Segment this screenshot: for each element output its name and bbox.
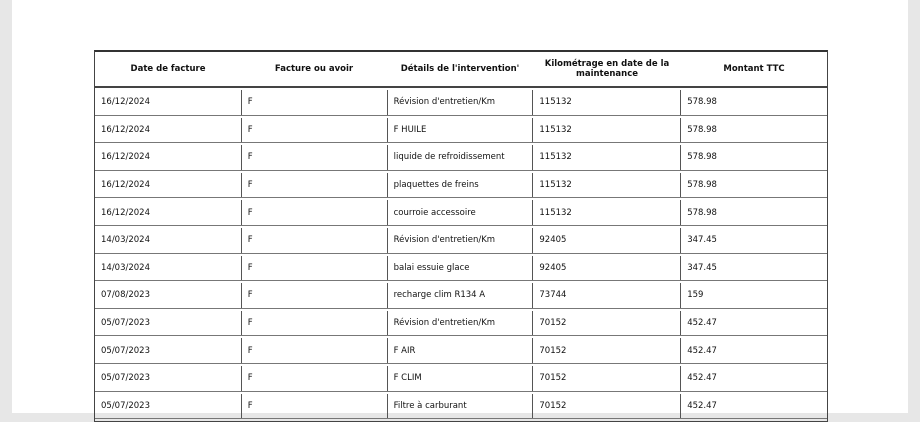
cell-mileage: 73744 xyxy=(533,283,681,308)
cell-details: plaquettes de freins xyxy=(388,173,534,198)
table-row xyxy=(95,173,827,199)
table-header xyxy=(95,52,827,88)
cell-type: F xyxy=(242,118,388,143)
cell-type: F xyxy=(242,283,388,308)
table-row xyxy=(95,256,827,282)
cell-mileage: 70152 xyxy=(533,366,681,391)
cell-details: Filtre à carburant xyxy=(388,394,534,419)
cell-details: F AIR xyxy=(388,338,534,363)
cell-details: liquide de refroidissement xyxy=(388,145,534,170)
cell-type: F xyxy=(242,338,388,363)
cell-details: recharge clim R134 A xyxy=(388,283,534,308)
cell-amount: 578.98 xyxy=(687,97,717,108)
header-amount: Montant TTC xyxy=(723,64,785,74)
cell-amount: 347.45 xyxy=(687,262,717,273)
table-row xyxy=(95,366,827,392)
cell-amount: 578.98 xyxy=(687,124,717,135)
cell-date: 16/12/2024 xyxy=(95,118,242,143)
cell-mileage: 92405 xyxy=(533,256,681,281)
table-body xyxy=(95,90,827,419)
cell-details: Révision d'entretien/Km xyxy=(388,228,534,253)
cell-mileage: 115132 xyxy=(533,90,681,115)
cell-date: 16/12/2024 xyxy=(95,145,242,170)
cell-mileage: 70152 xyxy=(533,338,681,363)
cell-amount: 347.45 xyxy=(687,235,717,246)
cell-type: F xyxy=(242,394,388,419)
cell-amount: 578.98 xyxy=(687,152,717,163)
header-type: Facture ou avoir xyxy=(274,64,354,74)
table-row xyxy=(95,118,827,144)
cell-date: 16/12/2024 xyxy=(95,90,242,115)
cell-mileage: 115132 xyxy=(533,200,681,225)
table-row xyxy=(95,228,827,254)
table-row xyxy=(95,338,827,364)
cell-details: Révision d'entretien/Km xyxy=(388,311,534,336)
cell-mileage: 70152 xyxy=(533,394,681,419)
header-date: Date de facture xyxy=(130,64,206,74)
cell-date: 05/07/2023 xyxy=(95,366,242,391)
cell-type: F xyxy=(242,145,388,170)
cell-date: 14/03/2024 xyxy=(95,256,242,281)
cell-type: F xyxy=(242,228,388,253)
cell-mileage: 70152 xyxy=(533,311,681,336)
cell-type: F xyxy=(242,200,388,225)
table-row xyxy=(95,90,827,116)
cell-details: F CLIM xyxy=(388,366,534,391)
cell-mileage: 92405 xyxy=(533,228,681,253)
cell-details: balai essuie glace xyxy=(388,256,534,281)
cell-type: F xyxy=(242,256,388,281)
cell-amount: 452.47 xyxy=(687,345,717,356)
cell-type: F xyxy=(242,366,388,391)
header-mileage: Kilométrage en date de la maintenance xyxy=(544,59,670,79)
cell-amount: 159 xyxy=(687,290,704,301)
cell-date: 05/07/2023 xyxy=(95,394,242,419)
table-row xyxy=(95,145,827,171)
cell-amount: 452.47 xyxy=(687,318,717,329)
cell-details: F HUILE xyxy=(388,118,534,143)
cell-mileage: 115132 xyxy=(533,118,681,143)
cell-amount: 578.98 xyxy=(687,207,717,218)
cell-amount: 452.47 xyxy=(687,400,717,411)
cell-type: F xyxy=(242,173,388,198)
table-row xyxy=(95,283,827,309)
cell-date: 05/07/2023 xyxy=(95,311,242,336)
cell-date: 05/07/2023 xyxy=(95,338,242,363)
maintenance-table xyxy=(94,50,828,422)
header-details: Détails de l'intervention' xyxy=(400,64,520,74)
cell-date: 16/12/2024 xyxy=(95,200,242,225)
cell-amount: 452.47 xyxy=(687,373,717,384)
cell-details: courroie accessoire xyxy=(388,200,534,225)
table-row xyxy=(95,200,827,226)
cell-date: 07/08/2023 xyxy=(95,283,242,308)
cell-mileage: 115132 xyxy=(533,173,681,198)
cell-amount: 578.98 xyxy=(687,180,717,191)
cell-date: 14/03/2024 xyxy=(95,228,242,253)
cell-mileage: 115132 xyxy=(533,145,681,170)
cell-details: Révision d'entretien/Km xyxy=(388,90,534,115)
table-row xyxy=(95,311,827,337)
table-row xyxy=(95,394,827,420)
cell-type: F xyxy=(242,90,388,115)
cell-date: 16/12/2024 xyxy=(95,173,242,198)
cell-type: F xyxy=(242,311,388,336)
